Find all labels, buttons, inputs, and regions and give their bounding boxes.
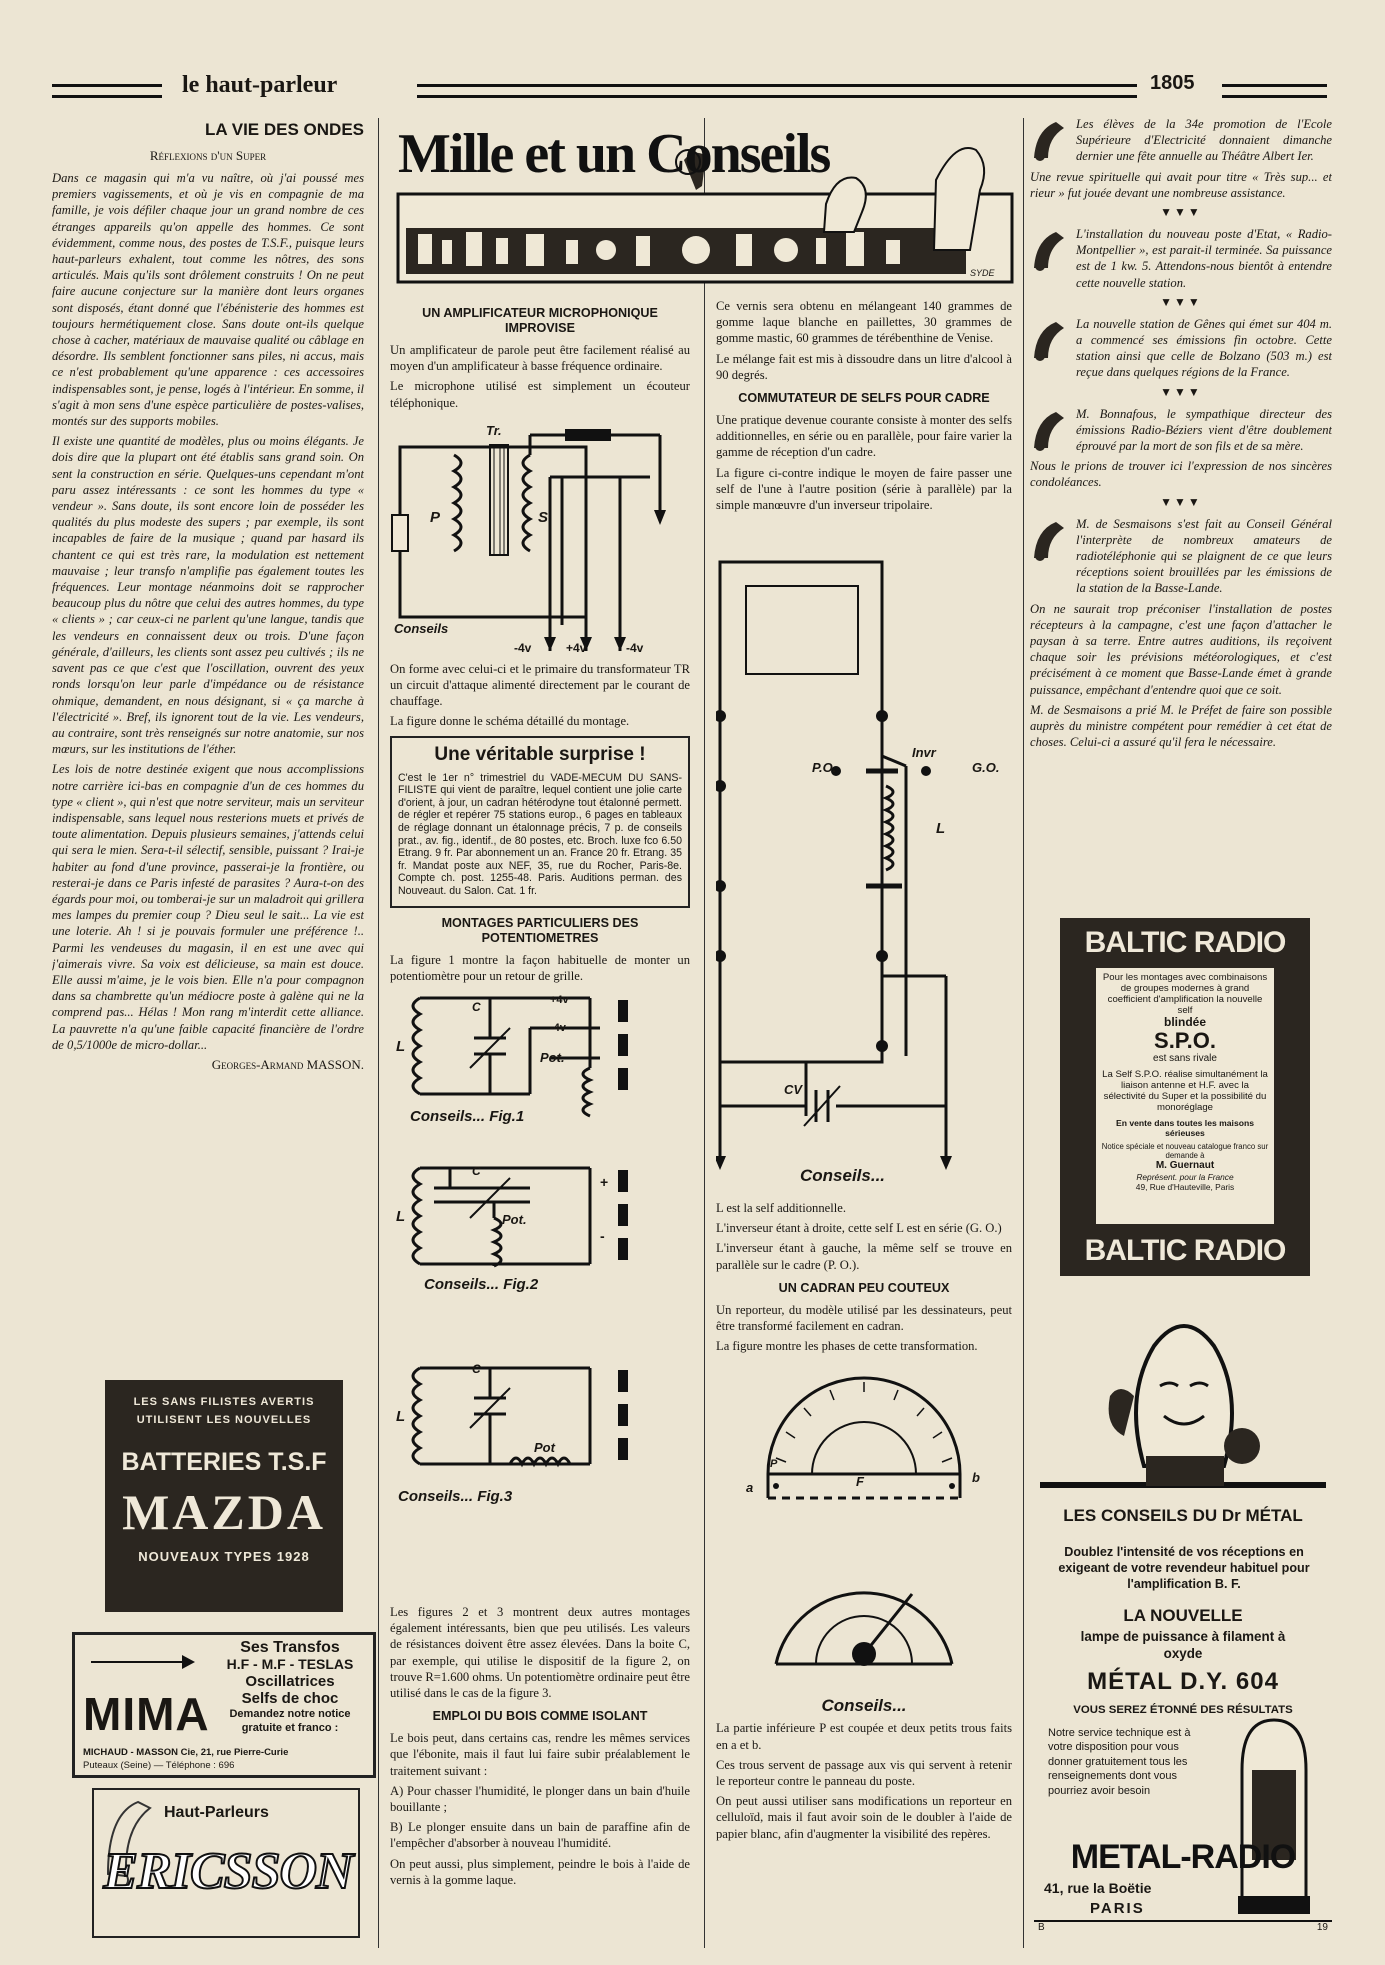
ad-ericsson: [92, 1788, 360, 1938]
ad-metal-code: B: [1038, 1922, 1045, 1933]
banner-mille-et-un-conseils: [396, 120, 1014, 288]
ad-metal-code: 19: [1316, 1922, 1328, 1933]
ad-baltic-text: blindée: [1163, 1015, 1206, 1029]
ad-mima-address: MICHAUD - MASSON Cie, 21, rue Pierre-Curie: [83, 1747, 289, 1758]
news-text: Les élèves de la 34e promotion de l'Ecole Supérieure d'Electricité donnaient dimanche dernier une fête annuelle au Théâtre Albert Ier.: [1076, 117, 1332, 164]
fig-label: Tr.: [486, 422, 502, 438]
header-rule-left: [52, 84, 162, 98]
paragraph: La figure donne le schéma détaillé du montage.: [390, 714, 630, 729]
paragraph: Le microphone utilisé est simplement un écouteur téléphonique.: [390, 379, 690, 410]
paragraph: Le mélange fait est mis à dissoudre dans un litre d'alcool à 90 degrés.: [716, 351, 1012, 382]
fig-label: -4v: [514, 640, 532, 655]
fig-label: G.O.: [972, 760, 1000, 775]
separator: ▼▼▼: [1160, 294, 1202, 309]
fig-caption: Conseils: [394, 620, 449, 636]
news-text: La nouvelle station de Gênes qui émet sur 404 m. a commencé ses émissions fin octobre. Cette station ainsi que celle de Bolzano (503 m.) est reçue dans quelques régions de la France.: [1076, 316, 1332, 380]
ad-mazda: [105, 1380, 343, 1612]
ad-mazda-line: UTILISENT LES NOUVELLES: [136, 1414, 312, 1426]
article-title: LA VIE DES ONDES: [204, 120, 364, 139]
ad-baltic-text: Représent. pour la France: [1136, 1172, 1234, 1182]
fig-label: b: [972, 1470, 980, 1486]
ad-mima-line: gratuite et franco :: [241, 1722, 339, 1734]
header-rule-middle: [417, 84, 1137, 98]
fig-label: F: [856, 1474, 864, 1490]
header-rule-right: [1222, 84, 1327, 98]
column-rule: [1023, 118, 1024, 1948]
fig-label: Invr: [912, 745, 936, 760]
ad-baltic-text: M. Guernaut: [1155, 1160, 1215, 1171]
news-text: L'installation du nouveau poste d'Etat, « Radio-Montpellier », est parait-il terminée. Sa puissance est de 1 kw. 5. Attendons-nous bientôt à entendre cette nouvelle station.: [1076, 227, 1332, 290]
ad-metal-model: MÉTAL D.Y. 604: [1087, 1668, 1279, 1695]
ad-mima-line: Ses Transfos: [240, 1639, 340, 1656]
paragraph: Les figures 2 et 3 montrent deux autres montages également intéressants, bien que peu utilisés. Les valeurs de résistances doivent être assez élevées. Dans la boite C, par exemple, qui utilise le dispositif de la figure 2, on trouve R=1.600 ohms. Un potentiomètre ordinaire peut être utilisé dans le cas de la figure 3.: [390, 1605, 690, 1701]
article-paragraph: Dans ce magasin qui m'a vu naître, où j'ai poussé mes premiers vagissements, et où je vis en compagnie de ma famille, je vois défiler chaque jour un grand nombre de ces étranges appareils qu'on appelle des hommes. Ce sont évidemment, comme nous, des postes de T.S.F., puisque leurs haut-parleurs exhalent, tout comme les nôtres, des sons articulés. Mais qu'ils sont drôlement construits ! On ne peut faire aucune conjecture sur la manière dont leurs organes sont disposés, étant donné que l'ébénisterie des hommes est toujours hermétiquement close. Sans doute ont-ils quelque chose à cacher, matériaux de mauvaise qualité ou câblage en désordre. Ils semblent fonctionner sans piles, ni accus, mais ce n'est probablement qu'une apparence : ces accessoires indispensables sont, je pense, logés à l'intérieur. En somme, il s'agit à mon sens d'une espèce particulière de postes-valises, montés sur des supports mobiles.: [52, 171, 364, 429]
fig-label: Pot: [534, 1439, 555, 1455]
paragraph: Un amplificateur de parole peut être facilement réalisé au moyen d'un amplificateur à basse fréquence ordinaire.: [390, 343, 690, 374]
paragraph: Ce vernis sera obtenu en mélangeant 140 grammes de gomme laque blanche en paillettes, 30 grammes de gomme mastic, 60 grammes de térébenthine de Venise.: [716, 299, 1012, 346]
fig-label: L: [396, 1037, 406, 1055]
fig-label: -4v: [626, 640, 644, 655]
paragraph: On peut aussi utiliser sans modifications un reporteur en celluloïd, mais il faut avoir soin de le doubler à l'aide de papier blanc, afin d'augmenter la visibilité des repères.: [716, 1794, 1012, 1841]
ad-metal-address: 41, rue la Boëtie: [1044, 1880, 1152, 1896]
ad-metal-text: lampe de puissance à filament à oxyde: [1080, 1629, 1286, 1661]
ad-mazda-line: BATTERIES T.S.F: [121, 1448, 327, 1476]
section-title: MONTAGES PARTICULIERS DES POTENTIOMETRES: [441, 915, 639, 945]
ad-baltic-brand: BALTIC RADIO: [1084, 926, 1286, 959]
paragraph: B) Le plonger ensuite dans un bain de paraffine afin de l'empêcher d'absorber à nouveau l'humidité.: [390, 1820, 690, 1851]
fig-label: a: [746, 1480, 754, 1496]
fig-label: C: [472, 999, 481, 1014]
amplifier-schematic: [390, 415, 690, 655]
paragraph: Le bois peut, dans certains cas, rendre les mêmes services que l'ébonite, mais il faut lui faire subir préalablement le traitement suivant :: [390, 1731, 690, 1778]
article-paragraph: Il existe une quantité de modèles, plus ou moins élégants. Je dois dire que la plupart ont été établis sans grand soin. On sent la construction en série. Quelques-uns cependant m'ont paru assez intéressants : ce sont les hommes du type « vendeur ». Sans doute, ils sont encore loin de posséder les qualités du plus modeste des supers ; par exemple, ils sont incapables de faire de la musique ; quand par hasard ils chantent ce qui est très rare, la modulation est nettement mauvaise ; leur transfo n'amplifie pas également toutes les fréquences. Leur montage néanmoins doit se rapprocher beaucoup plus du nôtre que celui des autres hommes, du type « clients » ; car ceux-ci ne parlent qu'une langue, tandis que les vendeurs en connaissent deux ou trois. D'une façon générale, d'ailleurs, les clients sont assez peu cultivés ; ils ne savent pas ce que c'est que l'oscillation, ouvrent des yeux ronds lorsqu'on leur parle d'impédance ou de résistance ohmique, demandent, en nous désignant, si « ça marche à l'électricité ». Bref, ils ignorent tout de la vie. Les vendeurs, au contraire, sont très renseignés sur notre anatomie, sur nos mœurs, sur les institutions de l'éther.: [52, 434, 364, 757]
ad-mima-line: Oscillatrices: [245, 1673, 335, 1690]
news-text: On ne saurait trop préconiser l'installation de postes récepteurs à la campagne, c'est une façon d'attacher le paysan à sa terre. Entre autres auditions, ils reçoivent chaque soir les prévisions météorologiques, et c'est précisément à ce moment que Basse-Lande émet à grande puissance, empêchant d'entendre quoi que ce soit.: [1030, 601, 1332, 697]
fig-label: +4v: [566, 640, 587, 655]
fig-caption: Conseils... Fig.2: [424, 1275, 539, 1293]
fig-label: P.O.: [812, 760, 837, 775]
section-title: UN AMPLIFICATEUR MICROPHONIQUE IMPROVISE: [422, 306, 658, 335]
ad-metal-text: VOUS SEREZ ÉTONNÉ DES RÉSULTATS: [1073, 1704, 1293, 1716]
news-text: Nous le prions de trouver ici l'expression de nos sincères condoléances.: [1030, 459, 1332, 490]
fig-label: Pot.: [502, 1211, 527, 1227]
loudspeaker-icon: [1030, 518, 1070, 562]
section-title: EMPLOI DU BOIS COMME ISOLANT: [432, 1709, 648, 1724]
ad-baltic-brand: BALTIC RADIO: [1084, 1234, 1286, 1267]
article-signature: Georges-Armand MASSON.: [211, 1056, 364, 1072]
loudspeaker-icon: [1030, 318, 1070, 362]
ad-mima: [72, 1632, 376, 1778]
ad-mima-line: H.F - M.F - TESLAS: [226, 1656, 354, 1672]
surprise-box: [390, 736, 690, 908]
fig-label: S: [538, 508, 549, 526]
dial-drawings: [716, 1358, 1012, 1696]
news-item: [1030, 316, 1332, 381]
page-header: [52, 72, 1327, 102]
ad-mima-line: Selfs de choc: [241, 1690, 339, 1707]
ad-metal-radio: [1034, 1306, 1332, 1936]
section-title: UN CADRAN PEU COUTEUX: [778, 1280, 950, 1295]
metal-tube-icon: [1202, 1710, 1322, 1920]
fig-label: P: [430, 508, 441, 526]
separator: ▼▼▼: [1160, 384, 1202, 399]
ad-metal-city: PARIS: [1090, 1900, 1145, 1917]
ad-metal-title: LES CONSEILS DU Dr MÉTAL: [1063, 1506, 1303, 1525]
fig-label: -4v: [550, 1021, 566, 1034]
paragraph: L est la self additionnelle.: [716, 1201, 846, 1215]
ad-baltic-text: La Self S.P.O. réalise simultanément la liaison antenne et H.F. avec la sélectivité du Super et la possibilité du monoréglage: [1102, 1069, 1268, 1113]
paragraph: On forme avec celui-ci et le primaire du transformateur TR un circuit d'attaque alimenté directement par le courant de chauffage.: [390, 661, 690, 709]
ad-baltic-panel: [1096, 968, 1274, 1224]
arrow-icon: [87, 1647, 197, 1677]
ad-mima-brand: MIMA: [83, 1688, 210, 1740]
column-3-bottom: [716, 1200, 1012, 1945]
paragraph: L'inverseur étant à droite, cette self L est en série (G. O.): [716, 1221, 1002, 1236]
fig-label: C: [472, 1163, 481, 1178]
paragraph: La figure 1 montre la façon habituelle de monter un potentiomètre pour un retour de grille.: [390, 952, 690, 983]
ad-mima-line: Demandez notre notice: [229, 1708, 351, 1720]
coil-switch-schematic: [716, 556, 1012, 1196]
ad-baltic-text: Notice spéciale et nouveau catalogue franco sur demande à: [1101, 1142, 1269, 1160]
ad-mazda-line: NOUVEAUX TYPES 1928: [138, 1549, 310, 1564]
ad-ericsson-top: Haut-Parleurs: [164, 1804, 269, 1821]
fig-label: -: [600, 1227, 605, 1244]
paragraph: A) Pour chasser l'humidité, le plonger dans un bain d'huile bouillante ;: [390, 1783, 690, 1815]
paragraph: La figure montre les phases de cette transformation.: [716, 1339, 978, 1354]
ad-baltic-text: est sans rivale: [1153, 1053, 1217, 1064]
ad-ericsson-brand: ERICSSON: [103, 1843, 353, 1900]
ad-baltic-text: En vente dans toutes les maisons sérieuses: [1115, 1118, 1255, 1138]
fig-label: Pot.: [540, 1049, 565, 1065]
ad-metal-footer: [1034, 1920, 1332, 1936]
column-rule: [378, 118, 379, 1948]
fig-label: CV: [784, 1082, 803, 1097]
fig-caption: Conseils...: [800, 1166, 886, 1185]
fig-label: C: [472, 1361, 481, 1376]
paragraph: L'inverseur étant à gauche, la même self se trouve en parallèle sur le cadre (P. O.).: [716, 1241, 1012, 1272]
paragraph: Un reporteur, du modèle utilisé par les dessinateurs, peut être transformé facilement en cadran.: [716, 1302, 1012, 1334]
fig-caption: Conseils... Fig.3: [398, 1487, 513, 1505]
column-2-bottom: [390, 1604, 690, 1945]
news-text: M. Bonnafous, le sympathique directeur des émissions Radio-Béziers vient d'être doublement éprouvé par la mort de son fils et de sa mère.: [1076, 406, 1332, 454]
fig-caption: Conseils... Fig.1: [410, 1107, 525, 1125]
paragraph: On peut aussi, plus simplement, peindre le bois à l'aide de vernis à la gomme laque.: [390, 1856, 690, 1887]
fig-label: +: [600, 1173, 609, 1190]
loudspeaker-icon: [1030, 228, 1070, 272]
news-item: [1030, 116, 1332, 165]
news-item: [1030, 226, 1332, 291]
metal-lamp-illustration: [1034, 1306, 1332, 1506]
ad-metal-text: Doublez l'intensité de vos réceptions en exigeant de votre revendeur habituel pour l'amplification B. F.: [1058, 1545, 1310, 1591]
fig-label: P: [770, 1458, 778, 1471]
newspaper-title: le haut-parleur: [182, 72, 338, 98]
paragraph: Ces trous servent de passage aux vis qui servent à retenir le reporteur contre le panneau du poste.: [716, 1757, 1012, 1789]
surprise-text: C'est le 1er n° trimestriel du VADE-MECUM DU SANS-FILISTE qui vient de paraître, lequel contient une jolie carte d'orient, à jour, un cadran hétérodyne tout étalonné permett. de régler et repérer 75 stations europ., 6 pages en tableaux de réglage donnant un étalonnage précis, 7 p. de conseils prat., av. fig., identif., de 80 postes, etc. Broch. luxe fco 6.50 Etrang. 9 fr. Par abonnement un an. France 20 fr. Etrang. 35 fr. Mandat poste aux NEF, 35, rue du Rocher, Paris-8e. Compte ch. post. 1255-48. Paris. Auditions perman. des Nouveaut. du Salon. Cat. 1 fr.: [398, 771, 682, 897]
ad-baltic-spo: S.P.O.: [1154, 1028, 1216, 1053]
ad-baltic-text: 49, Rue d'Hauteville, Paris: [1135, 1182, 1235, 1192]
separator: ▼▼▼: [1160, 205, 1202, 220]
ad-mazda-line: LES SANS FILISTES AVERTIS: [133, 1396, 315, 1408]
paragraph: La figure ci-contre indique le moyen de faire passer une self de l'une à l'autre position (série à parallèle) par la simple manœuvre d'un inverseur tripolaire.: [716, 465, 1012, 513]
page-number: 1805: [1150, 72, 1195, 94]
article-paragraph: Les lois de notre destinée exigent que nous accomplissions notre carrière ici-bas en compagnie d'un de ces hommes du type « client », qui n'est que notre serviteur, mais un serviteur indispensable, sans lequel nous resterions muets et privés de toute alimentation. Depuis plusieurs semaines, j'attends celui qui sera le mien. Sera-t-il sélectif, sensible, puissant ? Irai-je habiter au fond d'une province, passerai-je la frontière, ou resterai-je dans ce Paris infesté de parasites ? Aura-t-on des égards pour moi, ou tomberai-je sur un maladroit qui grillera mes lampes du premier coup ? Dieu seul le sait... La vie est une loterie. Ah ! si je pouvais formuler une préférence !.. Parmi les vendeuses du magasin, il en est une avec qui j'aimerais vivre. Sa voix est délicieuse, sa main est douce. Elle aussi m'aime, je le vois bien. Elle n'a pour compagnon dans sa chambrette qu'un médiocre poste à galène qui ne la comprend pas... Hélas ! Mon rang m'interdit cette alliance. La pauvrette n'a qu'une faible capacité financière de l'ordre de 0,5/1000e de micro-dollar...: [52, 762, 364, 1052]
fig-label: +4v: [550, 993, 569, 1006]
banner-title: Mille et un Conseils: [398, 123, 830, 185]
ad-baltic-text: Pour les montages avec combinaisons de groupes modernes à grand coefficient d'amplification la nouvelle self: [1102, 972, 1268, 1016]
news-text: Une revue spirituelle qui avait pour titre « Très sup... et rieur » fut jouée devant une nombreuse assistance.: [1030, 169, 1332, 200]
ad-baltic-radio: [1060, 918, 1310, 1276]
ad-metal-text: Notre service technique est à votre disposition pour vous donner gratuitement tous les renseignements dont vous pourriez avoir besoin: [1048, 1727, 1191, 1797]
separator: ▼▼▼: [1160, 494, 1202, 509]
article-subtitle: Réflexions d'un Super: [149, 148, 267, 163]
news-item: [1030, 406, 1332, 455]
paragraph: Une pratique devenue courante consiste à monter des selfs additionnelles, en série ou en parallèle, pour faire varier la gamme de réception d'un cadre.: [716, 413, 1012, 460]
banner-artist: SYDE: [970, 268, 995, 278]
section-title: COMMUTATEUR DE SELFS POUR CADRE: [738, 391, 990, 406]
column-rule: [704, 118, 705, 1948]
paragraph: La partie inférieure P est coupée et deux petits trous faits en a et b.: [716, 1721, 1012, 1752]
ad-metal-text: LA NOUVELLE: [1123, 1606, 1243, 1625]
fig-label: L: [396, 1207, 406, 1225]
ad-mima-address: Puteaux (Seine) — Téléphone : 696: [83, 1760, 235, 1771]
fig-caption: Conseils...: [821, 1696, 907, 1716]
loudspeaker-icon: [1030, 408, 1070, 452]
loudspeaker-icon: [1030, 118, 1070, 162]
ad-mazda-brand: MAZDA: [122, 1484, 326, 1540]
fig-label: L: [396, 1407, 406, 1425]
fig-label: L: [936, 820, 946, 837]
news-item: [1030, 516, 1332, 597]
news-text: M. de Sesmaisons s'est fait au Conseil Général l'interprète de nombreux amateurs de radiotéléphonie qui se plaignent de ce que leurs réceptions soient brouillées par les émissions de la station de la Basse-Lande.: [1076, 516, 1332, 596]
ad-metal-brand: METAL-RADIO: [1070, 1838, 1296, 1876]
surprise-title: Une véritable surprise !: [434, 743, 646, 765]
news-text: M. de Sesmaisons a prié M. le Préfet de faire son possible auprès du ministre compétent pour remédier à cet état de choses. Celui-ci a assuré qu'il fera le nécessaire.: [1030, 702, 1332, 750]
